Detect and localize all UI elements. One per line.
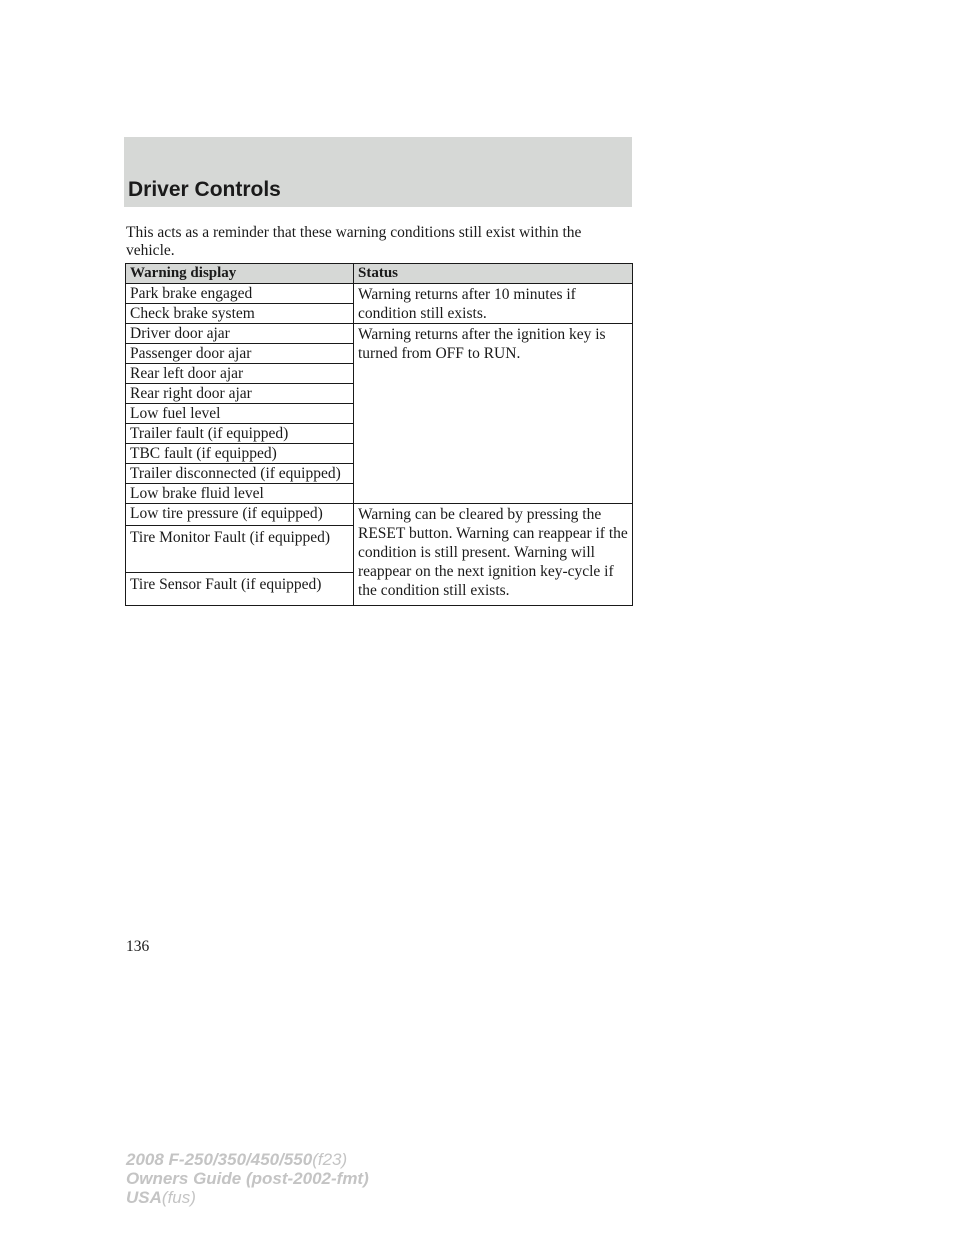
footer-market: USA: [126, 1188, 162, 1207]
warning-display-cell: Trailer disconnected (if equipped): [126, 464, 354, 484]
warning-display-cell: TBC fault (if equipped): [126, 444, 354, 464]
warning-display-cell: Low tire pressure (if equipped): [126, 504, 354, 526]
document-footer: [126, 1150, 369, 1207]
status-cell: Warning returns after the ignition key is turned from OFF to RUN.: [354, 324, 633, 504]
warning-display-cell: Driver door ajar: [126, 324, 354, 344]
warning-display-cell: Tire Monitor Fault (if equipped): [126, 526, 354, 573]
footer-model-code: (f23): [312, 1150, 348, 1169]
table-row: [126, 324, 633, 344]
footer-market-code: (fus): [161, 1188, 196, 1207]
footer-line-3: [126, 1188, 369, 1207]
status-cell: Warning can be cleared by pressing the RESET button. Warning can reappear if the condition is still present. Warning will reappear on the next ignition key-cycle if the condition still exists.: [354, 504, 633, 606]
column-header-warning-display: Warning display: [126, 264, 354, 284]
column-header-status: Status: [354, 264, 633, 284]
table-header-row: [126, 264, 633, 284]
footer-line-2: Owners Guide (post-2002-fmt): [126, 1169, 369, 1188]
intro-paragraph: This acts as a reminder that these warning conditions still exist within the vehicle.: [126, 224, 582, 259]
warning-display-cell: Rear right door ajar: [126, 384, 354, 404]
footer-line-1: [126, 1150, 369, 1169]
warning-display-cell: Tire Sensor Fault (if equipped): [126, 573, 354, 606]
table-row: [126, 504, 633, 526]
warning-table: [125, 263, 633, 606]
table-row: [126, 284, 633, 304]
warning-display-cell: Trailer fault (if equipped): [126, 424, 354, 444]
page-number: 136: [126, 938, 150, 955]
warning-display-cell: Low brake fluid level: [126, 484, 354, 504]
warning-display-cell: Low fuel level: [126, 404, 354, 424]
status-cell: Warning returns after 10 minutes if condition still exists.: [354, 284, 633, 324]
warning-display-cell: Check brake system: [126, 304, 354, 324]
warning-display-cell: Park brake engaged: [126, 284, 354, 304]
warning-display-cell: Passenger door ajar: [126, 344, 354, 364]
warning-display-cell: Rear left door ajar: [126, 364, 354, 384]
footer-model: 2008 F-250/350/450/550: [126, 1150, 313, 1169]
section-title: Driver Controls: [128, 178, 281, 201]
